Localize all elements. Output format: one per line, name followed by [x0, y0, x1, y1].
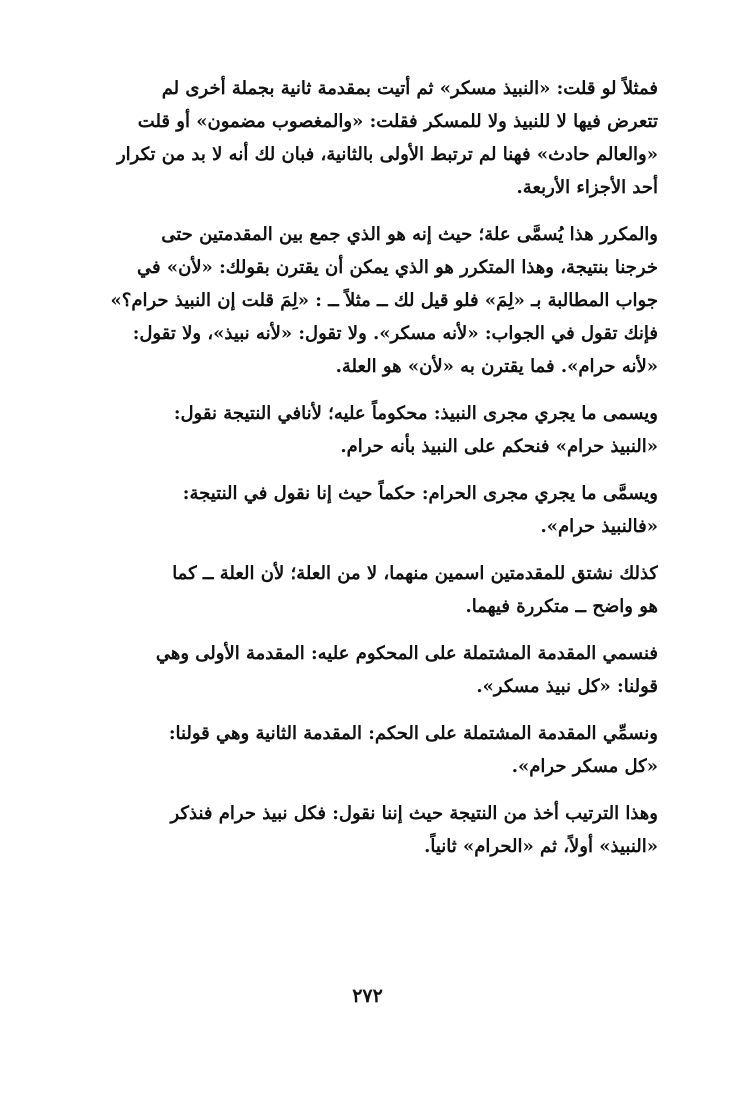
text-line: «لأنه حرام». فما يقترن به «لأن» هو العلة.	[335, 356, 658, 377]
text-line: «فالنبيذ حرام».	[540, 516, 658, 537]
paragraph	[78, 797, 658, 863]
text-line: ويسمَّى ما يجري مجرى الحرام: حكماً حيث إنا نقول في النتيجة:	[182, 483, 658, 504]
text-line: كذلك نشتق للمقدمتين اسمين منهما، لا من العلة؛ لأن العلة ــ كما	[172, 563, 658, 584]
text-line: «النبيذ» أولاً، ثم «الحرام» ثانياً.	[424, 836, 658, 857]
paragraph	[78, 637, 658, 703]
text-line: خرجنا بنتيجة، وهذا المتكرر هو الذي يمكن أن يقترن بقولك: «لأن» في	[136, 257, 658, 278]
text-line: جواب المطالبة بـ «لِمَ» فلو قيل لك ــ مثلاً ــ : «لِمَ قلت إن النبيذ حرام؟»	[110, 290, 658, 311]
text-line: قولنا: «كل نبيذ مسكر».	[476, 676, 658, 697]
text-line: تتعرض فيها لا للنبيذ ولا للمسكر فقلت: «والمغصوب مضمون» أو قلت	[137, 111, 658, 132]
paragraph	[78, 72, 658, 204]
text-line: هو واضح ــ متكررة فيهما.	[465, 596, 658, 617]
text-line: ونسمِّي المقدمة المشتملة على الحكم: المقدمة الثانية وهي قولنا:	[168, 723, 658, 744]
text-line: والمكرر هذا يُسمَّى علة؛ حيث إنه هو الذي جمع بين المقدمتين حتى	[161, 224, 658, 245]
paragraph	[78, 397, 658, 463]
text-line: «النبيذ حرام» فنحكم على النبيذ بأنه حرام.	[340, 436, 658, 457]
text-line: وهذا الترتيب أخذ من النتيجة حيث إننا نقول: فكل نبيذ حرام فنذكر	[170, 803, 658, 824]
text-line: أحد الأجزاء الأربعة.	[516, 177, 658, 198]
page-number: ٢٧٢	[352, 985, 383, 1007]
paragraph	[78, 557, 658, 623]
text-line: فإنك تقول في الجواب: «لأنه مسكر». ولا تقول: «لأنه نبيذ»، ولا تقول:	[132, 323, 658, 344]
text-line: «كل مسكر حرام».	[511, 756, 658, 777]
text-line: فنسمي المقدمة المشتملة على المحكوم عليه: المقدمة الأولى وهي	[155, 643, 658, 664]
paragraph	[78, 477, 658, 543]
text-line: فمثلاً لو قلت: «النبيذ مسكر» ثم أتيت بمقدمة ثانية بجملة أخرى لم	[161, 78, 658, 99]
paragraph	[78, 717, 658, 783]
body-text	[78, 72, 658, 877]
paragraph	[78, 218, 658, 383]
text-line: ويسمى ما يجري مجرى النبيذ: محكوماً عليه؛ لأنافي النتيجة نقول:	[173, 403, 658, 424]
text-line: «والعالم حادث» فهنا لم ترتبط الأولى بالثانية، فبان لك أنه لا بد من تكرار	[116, 144, 658, 165]
